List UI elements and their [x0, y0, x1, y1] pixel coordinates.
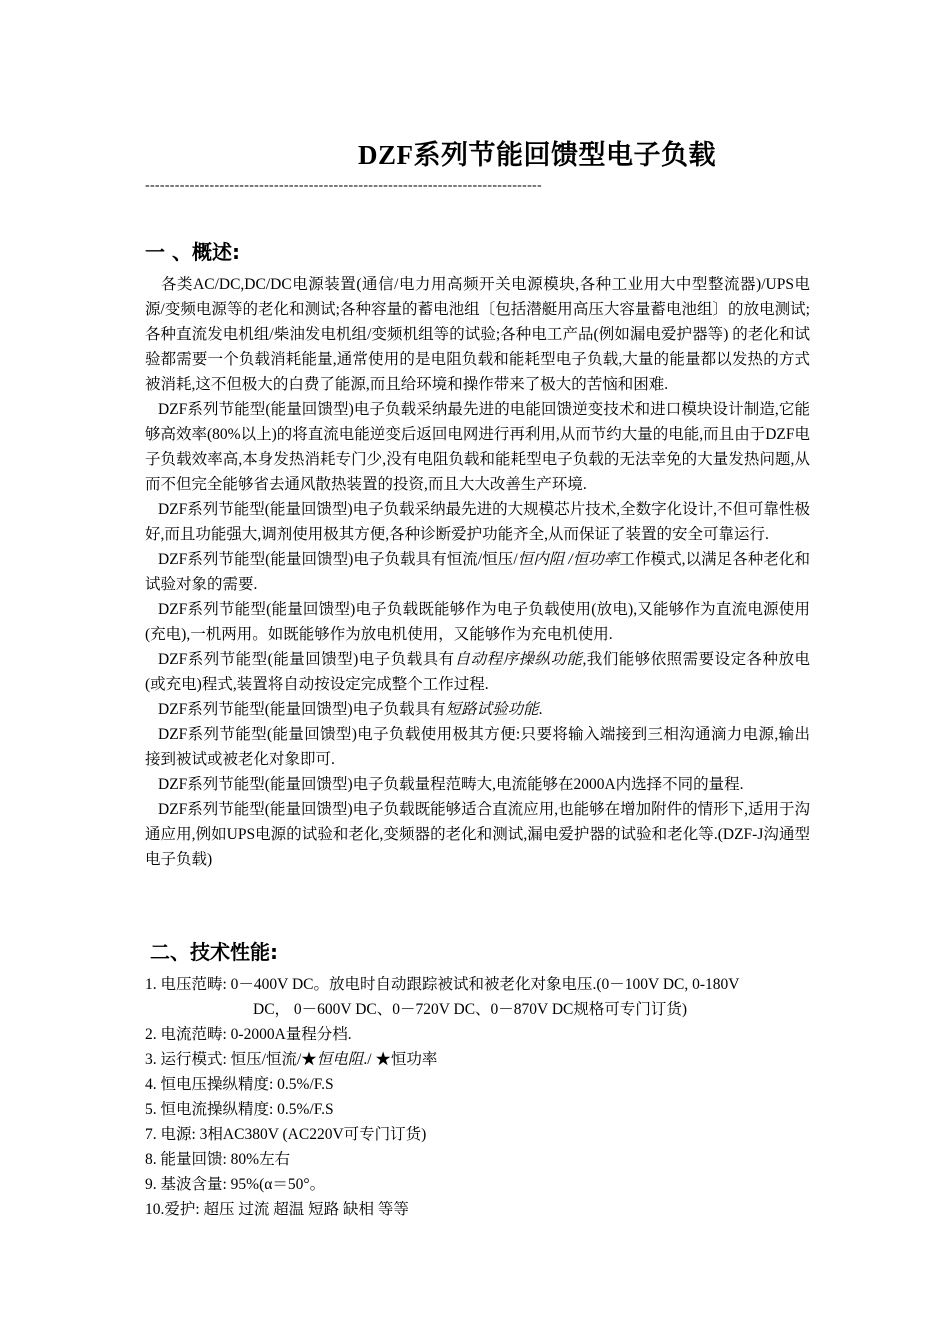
- text-run: 5. 恒电流操纵精度: 0.5%/F.S: [145, 1101, 334, 1118]
- text-run: 8. 能量回馈: 80%左右: [145, 1151, 291, 1168]
- spec-item: [145, 1072, 825, 1097]
- text-run: DZF系列节能型(能量回馈型)电子负载使用极其方便:只要将输入端接到三相沟通滴力电源,输出接到被试或被老化对象即可.: [145, 726, 810, 768]
- text-run: 工作模式,以满足各种老化和试验对象的需要.: [145, 551, 810, 593]
- text-run: 3. 运行模式: 恒压/恒流/★: [145, 1051, 317, 1068]
- text-run: DZF系列节能型(能量回馈型)电子负载具有恒流/恒压/: [158, 551, 518, 568]
- spec-item: [145, 1097, 825, 1122]
- spec-item: [145, 1122, 825, 1147]
- overview-paragraph: [145, 597, 810, 647]
- spec-item: [145, 1047, 825, 1072]
- text-run: DZF系列节能型(能量回馈型)电子负载采纳最先进的电能回馈逆变技术和进口模块设计制造,它能够高效率(80%以上)的将直流电能逆变后返回电网进行再利用,从而节约大量的电能,而且由于DZF电子负载效率高,本身发热消耗专门少,没有电阻负载和能耗型电子负载的无法幸免的大量发热问题,从而不但完全能够省去通风散热装置的投资,而且大大改善生产环境.: [145, 401, 810, 493]
- document-title: DZF系列节能回馈型电子负载: [358, 140, 716, 170]
- text-run: DZF系列节能型(能量回馈型)电子负载既能够适合直流应用,也能够在增加附件的情形下,适用于沟通应用,例如UPS电源的试验和老化,变频器的老化和测试,漏电爱护器的试验和老化等.(DZF-J沟通型电子负载): [145, 801, 810, 868]
- overview-paragraph: [145, 497, 810, 547]
- overview-paragraph: [145, 397, 810, 497]
- spec-item: [145, 1147, 825, 1172]
- text-run: DZF系列节能型(能量回馈型)电子负载采纳最先进的大规模芯片技术,全数字化设计,不但可靠性极好,而且功能强大,调剂使用极其方便,各种诊断爱护功能齐全,从而保证了装置的安全可靠运行.: [145, 501, 810, 543]
- separator-line: --------------------------------------------------------------------------------: [145, 178, 542, 193]
- spec-item-continuation: DC， 0－600V DC、0－720V DC、0－870V DC规格可专门订货): [253, 1001, 688, 1018]
- text-run: 9. 基波含量: 95%(α＝50°。: [145, 1176, 326, 1193]
- text-run: .: [538, 701, 543, 718]
- emphasis-text: 短路试验功能: [445, 701, 539, 718]
- text-run: DZF系列节能型(能量回馈型)电子负载具有: [158, 651, 455, 668]
- spec-item: [145, 1197, 825, 1222]
- text-run: 4. 恒电压操纵精度: 0.5%/F.S: [145, 1076, 334, 1093]
- text-run: ,我们能够依照需要设定各种放电(或充电)程式,装置将自动按设定完成整个工作过程.: [145, 651, 810, 693]
- text-run: 1. 电压范畴: 0－400V DC。放电时自动跟踪被试和被老化对象电压.(0－100V DC, 0-180V: [145, 976, 740, 993]
- spec-list: [145, 972, 825, 1222]
- overview-body: [145, 272, 810, 872]
- section-heading-overview: 一 、概述:: [145, 240, 240, 264]
- text-run: 10.爱护: 超压 过流 超温 短路 缺相 等等: [145, 1201, 409, 1218]
- section-heading-specs: 二、技术性能:: [150, 940, 278, 964]
- overview-paragraph: [145, 722, 810, 772]
- emphasis-text: 恒电阻: [316, 1051, 364, 1068]
- spec-item: [145, 1172, 825, 1197]
- overview-paragraph: [145, 547, 810, 597]
- overview-paragraph: [145, 697, 810, 722]
- text-run: DZF系列节能型(能量回馈型)电子负载具有: [158, 701, 446, 718]
- text-run: 各类AC/DC,DC/DC电源装置(通信/电力用高频开关电源模块,各种工业用大中型整流器)/UPS电源/变频电源等的老化和测试;各种容量的蓄电池组〔包括潜艇用高压大容量蓄电池组〕的放电测试;各种直流发电机组/柴油发电机组/变频机组等的试验;各种电工产品(例如漏电爱护器等) 的老化和试验都需要一个负载消耗能量,通常使用的是电阻负载和能耗型电子负载,大量的能量都以发热的方式被消耗,这不但极大的白费了能源,而且给环境和操作带来了极大的苦恼和困难.: [145, 276, 810, 393]
- overview-paragraph: [145, 772, 810, 797]
- spec-item: [145, 1022, 825, 1047]
- spec-item: [145, 972, 825, 997]
- text-run: DZF系列节能型(能量回馈型)电子负载既能够作为电子负载使用(放电),又能够作为直流电源使用(充电),一机两用。如既能够作为放电机使用，又能够作为充电机使用.: [145, 601, 810, 643]
- emphasis-text: 自动程序操纵功能: [454, 651, 583, 668]
- text-run: 7. 电源: 3相AC380V (AC220V可专门订货): [145, 1126, 427, 1143]
- overview-paragraph: [145, 647, 810, 697]
- text-run: DZF系列节能型(能量回馈型)电子负载量程范畴大,电流能够在2000A内选择不同的量程.: [158, 776, 744, 793]
- text-run: 2. 电流范畴: 0-2000A量程分档.: [145, 1026, 352, 1043]
- overview-paragraph: [145, 797, 810, 872]
- overview-paragraph: [145, 272, 810, 397]
- emphasis-text: 恒内阻 /恒功率: [517, 551, 620, 568]
- text-run: ./ ★恒功率: [363, 1051, 438, 1068]
